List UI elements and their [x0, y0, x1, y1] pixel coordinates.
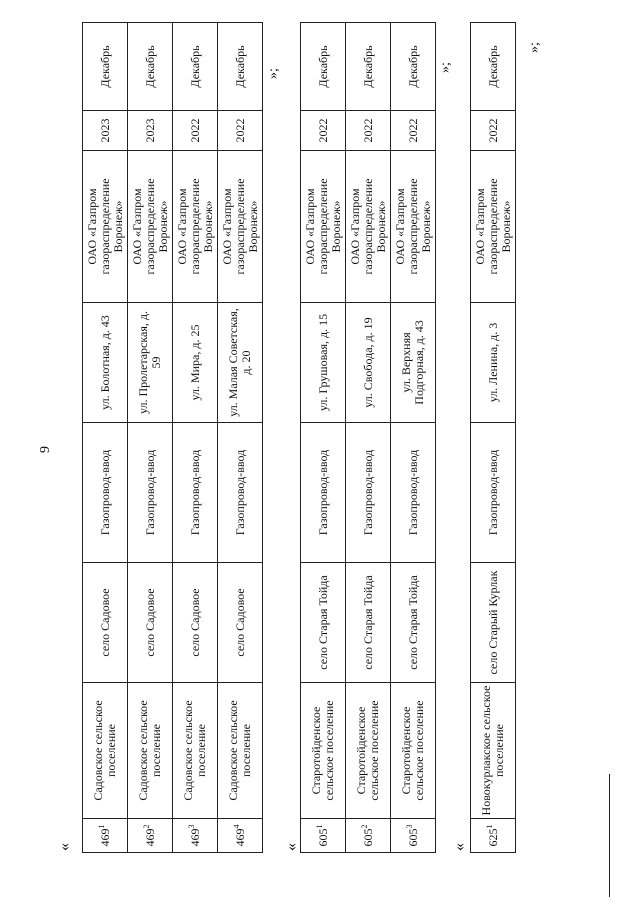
- village-cell: село Садовое: [218, 563, 263, 683]
- year-cell: 2022: [391, 111, 436, 151]
- data-table-1: [82, 22, 263, 853]
- owner-cell: ОАО «Газпром газораспределение Воронеж»: [471, 151, 516, 303]
- object-cell: Газопровод-ввод: [346, 423, 391, 563]
- open-quote: «: [283, 843, 300, 851]
- month-cell: Декабрь: [301, 23, 346, 111]
- address-cell: ул. Верхняя Подгорная, д. 43: [391, 303, 436, 423]
- row-number: $605^1$: [301, 819, 346, 853]
- row-number: $469^1$: [83, 819, 128, 853]
- row-number: $625^1$: [471, 819, 516, 853]
- year-cell: 2022: [218, 111, 263, 151]
- address-cell: ул. Болотная, д. 43: [83, 303, 128, 423]
- table-row: [218, 23, 263, 853]
- settlement-cell: Старотойденское сельское поселение: [391, 683, 436, 819]
- table-row: [391, 23, 436, 853]
- owner-cell: ОАО «Газпром газораспределение Воронеж»: [83, 151, 128, 303]
- table-row: [471, 23, 516, 853]
- year-cell: 2022: [301, 111, 346, 151]
- object-cell: Газопровод-ввод: [301, 423, 346, 563]
- owner-cell: ОАО «Газпром газораспределение Воронеж»: [391, 151, 436, 303]
- table-row: [301, 23, 346, 853]
- address-cell: ул. Малая Советская, д. 20: [218, 303, 263, 423]
- month-cell: Декабрь: [471, 23, 516, 111]
- owner-cell: ОАО «Газпром газораспределение Воронеж»: [301, 151, 346, 303]
- settlement-cell: Садовское сельское поселение: [218, 683, 263, 819]
- month-cell: Декабрь: [391, 23, 436, 111]
- settlement-cell: Садовское сельское поселение: [173, 683, 218, 819]
- village-cell: село Старая Тойда: [346, 563, 391, 683]
- object-cell: Газопровод-ввод: [218, 423, 263, 563]
- table-row: [83, 23, 128, 853]
- owner-cell: ОАО «Газпром газораспределение Воронеж»: [218, 151, 263, 303]
- owner-cell: ОАО «Газпром газораспределение Воронеж»: [173, 151, 218, 303]
- settlement-cell: Садовское сельское поселение: [128, 683, 173, 819]
- object-cell: Газопровод-ввод: [391, 423, 436, 563]
- table-row: [173, 23, 218, 853]
- owner-cell: ОАО «Газпром газораспределение Воронеж»: [346, 151, 391, 303]
- year-cell: 2022: [471, 111, 516, 151]
- month-cell: Декабрь: [83, 23, 128, 111]
- row-number: $605^2$: [346, 819, 391, 853]
- data-table-2: [300, 22, 436, 853]
- village-cell: село Старая Тойда: [301, 563, 346, 683]
- page-number: 9: [38, 446, 53, 453]
- address-cell: ул. Свобода, д. 19: [346, 303, 391, 423]
- village-cell: село Садовое: [128, 563, 173, 683]
- year-cell: 2023: [128, 111, 173, 151]
- object-cell: Газопровод-ввод: [173, 423, 218, 563]
- month-cell: Декабрь: [346, 23, 391, 111]
- address-cell: ул. Мира, д. 25: [173, 303, 218, 423]
- open-quote: «: [451, 843, 468, 851]
- address-cell: ул. Ленина, д. 3: [471, 303, 516, 423]
- year-cell: 2023: [83, 111, 128, 151]
- owner-cell: ОАО «Газпром газораспределение Воронеж»: [128, 151, 173, 303]
- row-number: $469^4$: [218, 819, 263, 853]
- address-cell: ул. Грушовая, д. 15: [301, 303, 346, 423]
- village-cell: село Старая Тойда: [391, 563, 436, 683]
- open-quote: «: [56, 843, 73, 851]
- object-cell: Газопровод-ввод: [128, 423, 173, 563]
- row-number: $469^2$: [128, 819, 173, 853]
- close-quote: »;: [266, 68, 281, 79]
- month-cell: Декабрь: [128, 23, 173, 111]
- village-cell: село Садовое: [83, 563, 128, 683]
- settlement-cell: Старотойденское сельское поселение: [346, 683, 391, 819]
- close-quote: »;: [438, 62, 453, 73]
- close-quote: »;: [527, 42, 542, 53]
- row-number: $605^3$: [391, 819, 436, 853]
- year-cell: 2022: [173, 111, 218, 151]
- year-cell: 2022: [346, 111, 391, 151]
- settlement-cell: Садовское сельское поселение: [83, 683, 128, 819]
- table-row: [346, 23, 391, 853]
- village-cell: село Старый Курлак: [471, 563, 516, 683]
- address-cell: ул. Пролетарская, д. 59: [128, 303, 173, 423]
- table-row: [128, 23, 173, 853]
- month-cell: Декабрь: [218, 23, 263, 111]
- village-cell: село Садовое: [173, 563, 218, 683]
- object-cell: Газопровод-ввод: [471, 423, 516, 563]
- row-number: $469^3$: [173, 819, 218, 853]
- settlement-cell: Новокурлакское сельское поселение: [471, 683, 516, 819]
- object-cell: Газопровод-ввод: [83, 423, 128, 563]
- footnote-separator: [609, 774, 610, 897]
- settlement-cell: Старотойденское сельское поселение: [301, 683, 346, 819]
- month-cell: Декабрь: [173, 23, 218, 111]
- data-table-3: [470, 22, 516, 853]
